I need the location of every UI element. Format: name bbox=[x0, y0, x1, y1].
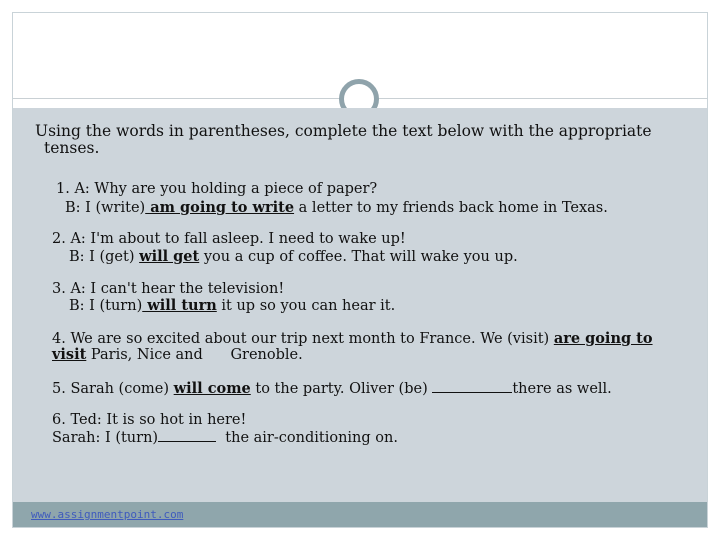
instructions-line-2: tenses. bbox=[44, 139, 100, 157]
item-5-line bbox=[52, 379, 612, 398]
item-3-rest: it up so you can hear it. bbox=[216, 298, 396, 314]
header-rule-left bbox=[13, 98, 340, 99]
item-2-answer-line bbox=[69, 248, 518, 266]
item-5-blank bbox=[432, 379, 512, 393]
item-6-prompt: Sarah: I (turn) bbox=[52, 430, 159, 446]
item-5-rest: there as well. bbox=[512, 381, 612, 397]
item-3-prompt: B: I (turn) bbox=[69, 298, 143, 314]
item-4-answer-part-2: visit bbox=[52, 346, 87, 363]
item-4-answer-part-1: are going to bbox=[553, 330, 653, 347]
item-3-answer-line bbox=[69, 297, 395, 315]
item-2-question: 2. A: I'm about to fall asleep. I need to wake up! bbox=[52, 231, 406, 247]
item-1-question: 1. A: Why are you holding a piece of paper? bbox=[56, 181, 378, 197]
item-6-line-2 bbox=[52, 428, 398, 447]
item-6-line-1: 6. Ted: It is so hot in here! bbox=[52, 412, 247, 428]
item-4-rest: Paris, Nice and Grenoble. bbox=[86, 347, 303, 363]
item-3-question: 3. A: I can't hear the television! bbox=[52, 281, 285, 297]
item-4-line-2 bbox=[52, 346, 303, 364]
item-5-answer: will come bbox=[173, 380, 251, 397]
instructions-line-1: Using the words in parentheses, complete the text below with the appropriate bbox=[35, 122, 652, 140]
header-rule-right bbox=[378, 98, 708, 99]
item-1-answer: am going to write bbox=[145, 199, 295, 216]
item-5-prompt: 5. Sarah (come) bbox=[52, 381, 174, 397]
item-2-answer: will get bbox=[139, 248, 200, 265]
item-5-middle: to the party. Oliver (be) bbox=[250, 381, 433, 397]
item-2-rest: you a cup of coffee. That will wake you up. bbox=[199, 249, 518, 265]
item-6-rest: the air-conditioning on. bbox=[216, 430, 398, 446]
item-1-prompt: B: I (write) bbox=[65, 200, 146, 216]
item-3-answer: will turn bbox=[142, 297, 217, 314]
footer-website-link[interactable]: www.assignmentpoint.com bbox=[31, 508, 184, 521]
item-4-prompt: 4. We are so excited about our trip next month to France. We (visit) bbox=[52, 331, 554, 347]
item-6-blank bbox=[158, 428, 216, 442]
item-1-rest: a letter to my friends back home in Texas. bbox=[294, 200, 608, 216]
item-1-answer-line bbox=[65, 199, 608, 217]
item-2-prompt: B: I (get) bbox=[69, 249, 140, 265]
